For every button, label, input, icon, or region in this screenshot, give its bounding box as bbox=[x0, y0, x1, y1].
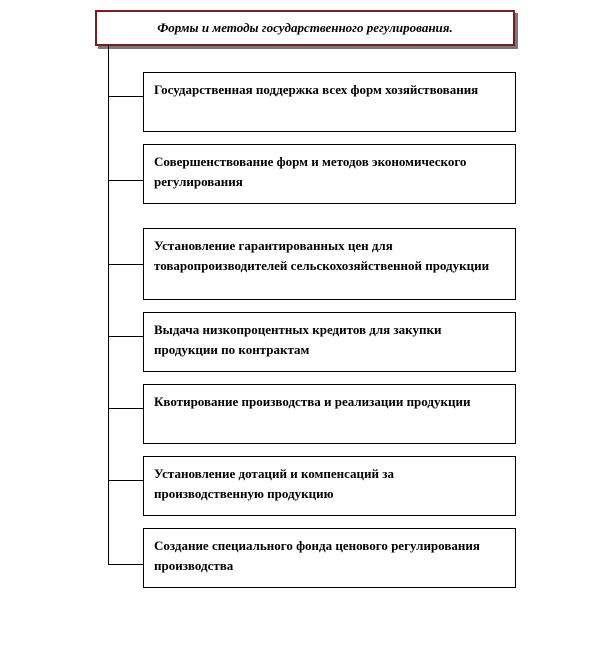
method-label: Государственная поддержка всех форм хозяйствования bbox=[154, 82, 479, 97]
method-box-5 bbox=[143, 384, 516, 444]
method-label: Создание специального фонда ценового регулирования производства bbox=[154, 538, 480, 573]
connector-trunk bbox=[108, 46, 109, 564]
method-label: Выдача низкопроцентных кредитов для закупки продукции по контрактам bbox=[154, 322, 442, 357]
diagram-title bbox=[95, 10, 515, 46]
method-box-6 bbox=[143, 456, 516, 516]
connector-branch-2 bbox=[108, 180, 144, 181]
connector-branch-5 bbox=[108, 408, 144, 409]
method-label: Квотирование производства и реализации продукции bbox=[154, 394, 471, 409]
connector-branch-3 bbox=[108, 264, 144, 265]
method-box-2 bbox=[143, 144, 516, 204]
connector-branch-7 bbox=[108, 564, 144, 565]
connector-branch-1 bbox=[108, 96, 144, 97]
method-label: Установление дотаций и компенсаций за производственную продукцию bbox=[154, 466, 394, 501]
method-label: Установление гарантированных цен для товаропроизводителей сельскохозяйственной продукции bbox=[154, 238, 490, 273]
method-box-4 bbox=[143, 312, 516, 372]
method-box-1 bbox=[143, 72, 516, 132]
method-box-7 bbox=[143, 528, 516, 588]
diagram-title-text: Формы и методы государственного регулирования. bbox=[157, 20, 453, 35]
method-label: Совершенствование форм и методов экономического регулирования bbox=[154, 154, 467, 189]
method-box-3 bbox=[143, 228, 516, 300]
connector-branch-6 bbox=[108, 480, 144, 481]
connector-branch-4 bbox=[108, 336, 144, 337]
